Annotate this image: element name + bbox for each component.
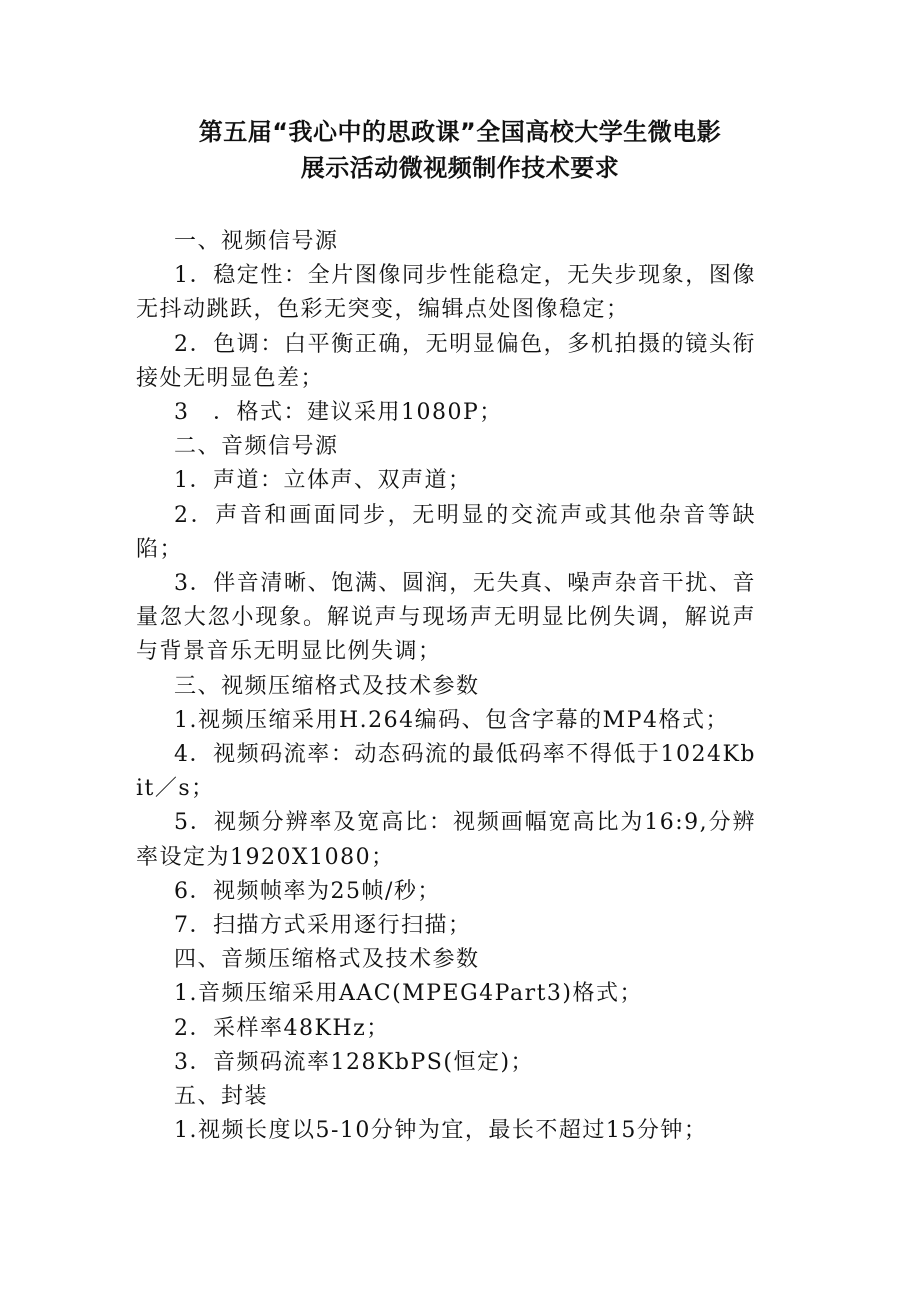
section-heading-packaging: 五、封装 [174, 1084, 269, 1110]
paragraph-video-resolution: 5．视频分辨率及宽高比：视频画幅宽高比为16:9,分辨率设定为1920X1080； [136, 810, 756, 870]
paragraph-audio-sync: 2．声音和画面同步，无明显的交流声或其他杂音等缺陷； [136, 502, 756, 562]
paragraph-channels: 1．声道：立体声、双声道； [174, 468, 472, 494]
paragraph-video-bitrate: 4．视频码流率：动态码流的最低码率不得低于1024Kbit／s； [136, 742, 756, 802]
paragraph-video-codec: 1.视频压缩采用H.264编码、包含字幕的MP4格式； [174, 707, 729, 733]
document-title-line-2: 展示活动微视频制作技术要求 [300, 154, 620, 182]
paragraph-scan-mode: 7．扫描方式采用逐行扫描； [174, 913, 472, 939]
paragraph-frame-rate: 6．视频帧率为25帧/秒； [174, 878, 441, 904]
paragraph-audio-codec: 1.音频压缩采用AAC(MPEG4Part3)格式； [174, 981, 644, 1007]
paragraph-sample-rate: 2．采样率48KHz； [174, 1015, 390, 1041]
paragraph-video-length: 1.视频长度以5-10分钟为宜，最长不超过15分钟； [174, 1118, 708, 1144]
section-heading-video-compression: 三、视频压缩格式及技术参数 [174, 673, 480, 699]
paragraph-stability: 1．稳定性：全片图像同步性能稳定，无失步现象，图像无抖动跳跃，色彩无突变，编辑点处图像稳定； [136, 263, 756, 323]
paragraph-audio-quality: 3．伴音清晰、饱满、圆润，无失真、噪声杂音干扰、音量忽大忽小现象。解说声与现场声无明显比例失调，解说声与背景音乐无明显比例失调； [136, 571, 756, 665]
paragraph-format: 3 ．格式：建议采用1080P； [174, 400, 503, 426]
section-heading-audio-signal: 二、音频信号源 [174, 434, 339, 460]
section-heading-video-signal: 一、视频信号源 [174, 229, 339, 254]
paragraph-audio-bitrate: 3．音频码流率128KbPS(恒定)； [174, 1049, 535, 1075]
paragraph-color-tone: 2．色调：白平衡正确，无明显偏色，多机拍摄的镜头衔接处无明显色差； [136, 331, 756, 391]
section-heading-audio-compression: 四、音频压缩格式及技术参数 [174, 947, 480, 973]
document-body [136, 225, 756, 1148]
document-title-line-1: 第五届“我心中的思政课”全国高校大学生微电影 [198, 118, 722, 146]
